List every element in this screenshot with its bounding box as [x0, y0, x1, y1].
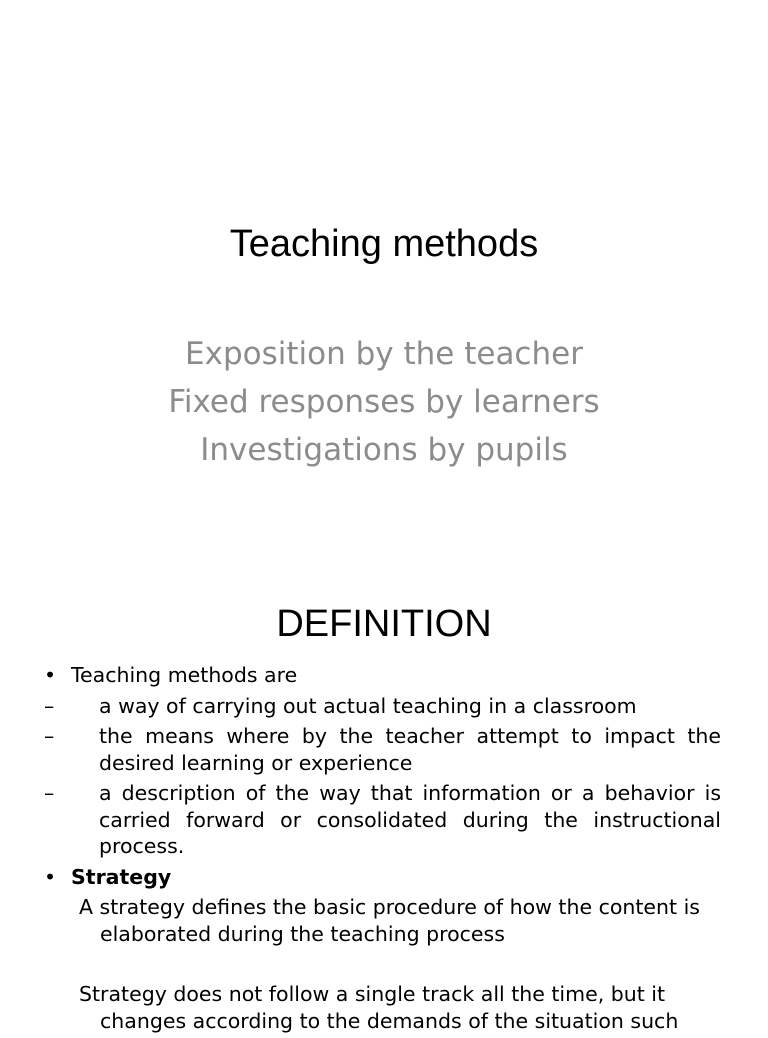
slide1-title: Teaching methods: [229, 223, 539, 265]
spacer: [44, 951, 721, 981]
slide1-subtitle-list: [0, 330, 768, 474]
dash-item: [44, 780, 721, 860]
dash-item: [44, 693, 721, 720]
bullet-item-teaching-methods: [44, 662, 721, 689]
bullet-item-strategy: [44, 864, 721, 891]
bullet-text: Teaching methods are: [71, 663, 298, 687]
bullet-marker: •: [44, 663, 57, 687]
slide2-title: DEFINITION: [276, 603, 492, 645]
dash-item-text: a way of carrying out actual teaching in a classroom: [99, 693, 637, 718]
dash-item-text: a description of the way that information or a behavior is carried forward or consolidated during the instructional process.: [99, 781, 721, 858]
dash-marker: –: [44, 781, 55, 805]
dash-item-text: the means where by the teacher attempt to impact the desired learning or experience: [99, 724, 721, 775]
strategy-paragraph: Strategy does not follow a single track all the time, but it changes according to the demands of the situation such: [79, 982, 679, 1033]
dash-marker: –: [44, 693, 55, 718]
dash-item: [44, 723, 721, 776]
subtitle-line: Exposition by the teacher: [185, 336, 583, 372]
subtitle-line: Investigations by pupils: [200, 432, 568, 468]
bullet-marker: •: [44, 864, 57, 889]
slide2-body: [44, 662, 721, 1038]
dash-marker: –: [44, 724, 55, 748]
strategy-paragraph: A strategy defines the basic procedure of how the content is elaborated during the teaching process: [79, 895, 700, 946]
subtitle-line: Fixed responses by learners: [168, 384, 600, 420]
strategy-heading: Strategy: [71, 864, 172, 889]
